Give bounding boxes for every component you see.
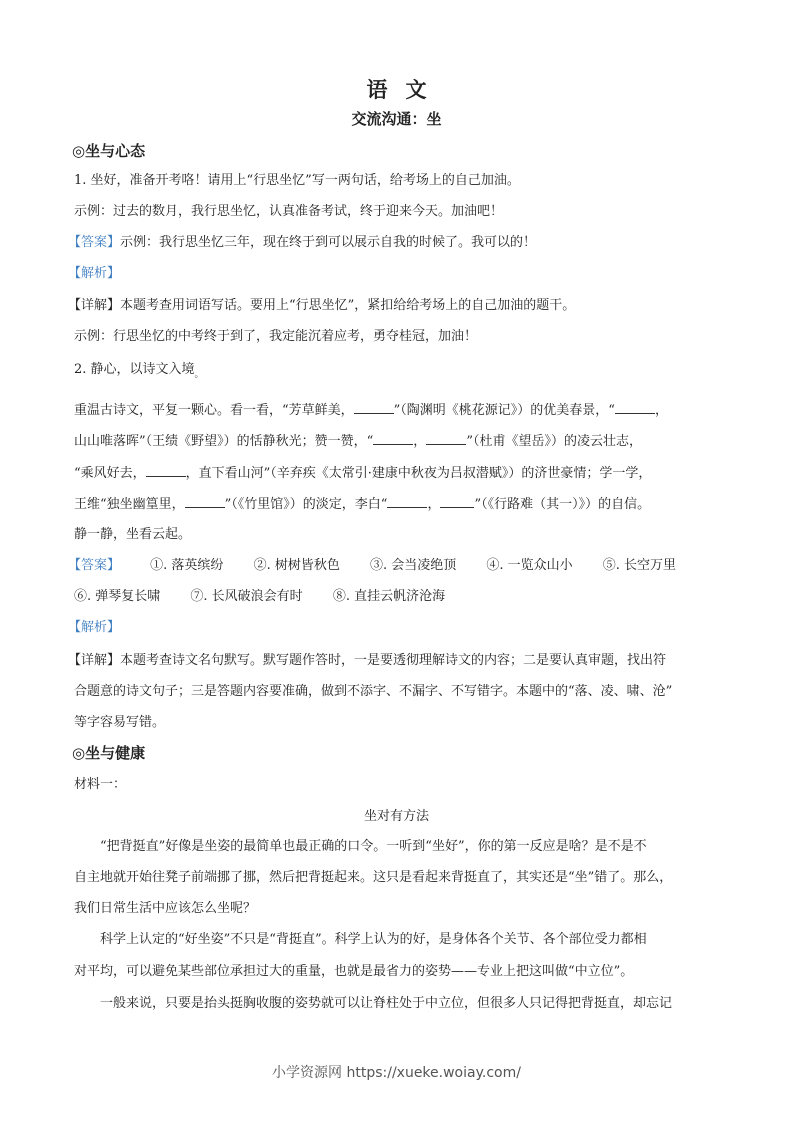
q2-passage-line-3 bbox=[74, 464, 651, 483]
passage-text: “乘风好去， bbox=[74, 466, 146, 481]
page-subtitle: 交流沟通：坐 bbox=[351, 110, 442, 128]
answer-item: ⑥. 弹琴复长啸 bbox=[74, 589, 161, 604]
page-title: 语文 bbox=[366, 78, 445, 102]
passage-text: 重温古诗文，平复一颗心。看一看，“芳草鲜美， bbox=[74, 403, 354, 418]
footer-watermark: 小学资源网 https://xueke.woiay.com/ bbox=[272, 1065, 521, 1081]
fill-blank-7[interactable] bbox=[387, 495, 427, 508]
detail-tag: 【详解】 bbox=[68, 298, 121, 313]
q2-passage-line-2 bbox=[74, 432, 642, 451]
passage-text: ”（陶渊明《桃花源记》）的优美春景，“ bbox=[393, 403, 615, 418]
material-p2-line-1: 科学上认定的“好坐姿”不只是“背挺直”。科学上认为的好，是身体各个关节、各个部位受力都相 bbox=[100, 932, 647, 947]
material-title: 坐对有方法 bbox=[363, 809, 429, 824]
answer-item: ⑦. 长风破浪会有时 bbox=[190, 589, 303, 604]
q2-question-end: 。 bbox=[194, 370, 204, 380]
answer-tag: 【答案】 bbox=[68, 558, 121, 573]
passage-text: ”（《竹里馆》）的淡定，李白“ bbox=[224, 497, 388, 512]
material-label: 材料一： bbox=[74, 777, 127, 792]
passage-text: 山山唯落晖”（王绩《野望》）的恬静秋光；赞一赞，“ bbox=[74, 434, 374, 449]
answer-item: ①. 落英缤纷 bbox=[150, 558, 224, 573]
fill-blank-2[interactable] bbox=[615, 401, 655, 414]
q1-analysis-tag: 【解析】 bbox=[68, 266, 121, 281]
q2-detail-line-1 bbox=[68, 652, 666, 670]
material-p1-line-3: 我们日常生活中应该怎么坐呢？ bbox=[74, 901, 257, 916]
material-p3-line-1: 一般来说，只要是抬头挺胸收腹的姿势就可以让脊柱处于中立位，但很多人只记得把背挺直，却忘记 bbox=[100, 996, 673, 1011]
answer-item: ⑧. 直挂云帆济沧海 bbox=[332, 589, 446, 604]
answer-item: ⑤. 长空万里 bbox=[602, 558, 677, 573]
q1-answer bbox=[68, 234, 536, 252]
q2-question-text: 2. 静心，以诗文入境 bbox=[74, 362, 195, 377]
q2-question bbox=[74, 361, 204, 384]
q2-answer-row-2 bbox=[74, 588, 445, 606]
passage-text: ”（《行路难（其一）》）的自信。 bbox=[474, 497, 651, 512]
passage-text: 王维“独坐幽篁里， bbox=[74, 497, 185, 512]
answer-item: ②. 树树皆秋色 bbox=[253, 558, 340, 573]
answer-tag: 【答案】 bbox=[68, 235, 121, 250]
material-p1-line-1: “把背挺直”好像是坐姿的最简单也最正确的口令。一听到“坐好”，你的第一反应是啥？是不是不 bbox=[100, 839, 647, 854]
passage-text: ，直下看山河”（辛弃疾《太常引·建康中秋夜为吕叔潜赋》）的济世豪情；学一学， bbox=[185, 466, 652, 481]
q2-passage-line-4 bbox=[74, 495, 650, 514]
q2-passage-line-1 bbox=[74, 401, 668, 420]
section-heading-health: ◎坐与健康 bbox=[72, 744, 146, 762]
q1-detail-example: 示例：行思坐忆的中考终于到了，我定能沉着应考，勇夺桂冠，加油！ bbox=[74, 329, 478, 344]
passage-text: ， bbox=[427, 497, 441, 512]
q2-detail-line-3: 等字容易写错。 bbox=[74, 715, 166, 730]
detail-text: 本题考查用词语写话。要用上“行思坐忆”，紧扣给给考场上的自己加油的题干。 bbox=[120, 298, 576, 313]
detail-text: 本题考查诗文名句默写。默写题作答时，一是要透彻理解诗文的内容；二是要认真审题，找出符 bbox=[120, 653, 667, 668]
q2-analysis-tag: 【解析】 bbox=[68, 620, 121, 635]
section-heading-mindset: ◎坐与心态 bbox=[72, 142, 146, 160]
answer-item: ③. 会当凌绝顶 bbox=[369, 558, 457, 573]
passage-text: ， bbox=[654, 403, 668, 418]
material-p2-line-2: 对平均，可以避免某些部位承担过大的重量，也就是最省力的姿势——专业上把这叫做“中立位”。 bbox=[74, 964, 634, 979]
answer-text: 示例：我行思坐忆三年，现在终于到可以展示自我的时候了。我可以的！ bbox=[120, 235, 537, 250]
fill-blank-6[interactable] bbox=[185, 495, 225, 508]
q1-question: 1. 坐好，准备开考咯！请用上“行思坐忆”写一两句话，给考场上的自己加油。 bbox=[74, 173, 520, 188]
q2-passage-line-5: 静一静，坐看云起。 bbox=[74, 527, 192, 542]
material-p1-line-2: 自主地就开始往凳子前端挪了挪，然后把背挺起来。这只是看起来背挺直了，其实还是“坐”错了。那么， bbox=[74, 870, 673, 885]
q2-answer-row-1 bbox=[68, 557, 676, 575]
fill-blank-5[interactable] bbox=[146, 464, 186, 477]
q2-detail-line-2: 合题意的诗文句子；三是答题内容要准确，做到不添字、不漏字、不写错字。本题中的“落、凌、啸、沧” bbox=[74, 684, 673, 699]
q1-example: 示例：过去的数月，我行思坐忆，认真准备考试，终于迎来今天。加油吧！ bbox=[74, 204, 504, 219]
answer-item: ④. 一览众山小 bbox=[486, 558, 573, 573]
fill-blank-3[interactable] bbox=[373, 432, 413, 445]
fill-blank-8[interactable] bbox=[440, 495, 474, 508]
fill-blank-4[interactable] bbox=[426, 432, 466, 445]
q1-detail bbox=[68, 297, 575, 315]
passage-text: ”（杜甫《望岳》）的凌云壮志， bbox=[466, 434, 642, 449]
passage-text: ， bbox=[413, 434, 427, 449]
detail-tag: 【详解】 bbox=[68, 653, 121, 668]
fill-blank-1[interactable] bbox=[354, 401, 394, 414]
